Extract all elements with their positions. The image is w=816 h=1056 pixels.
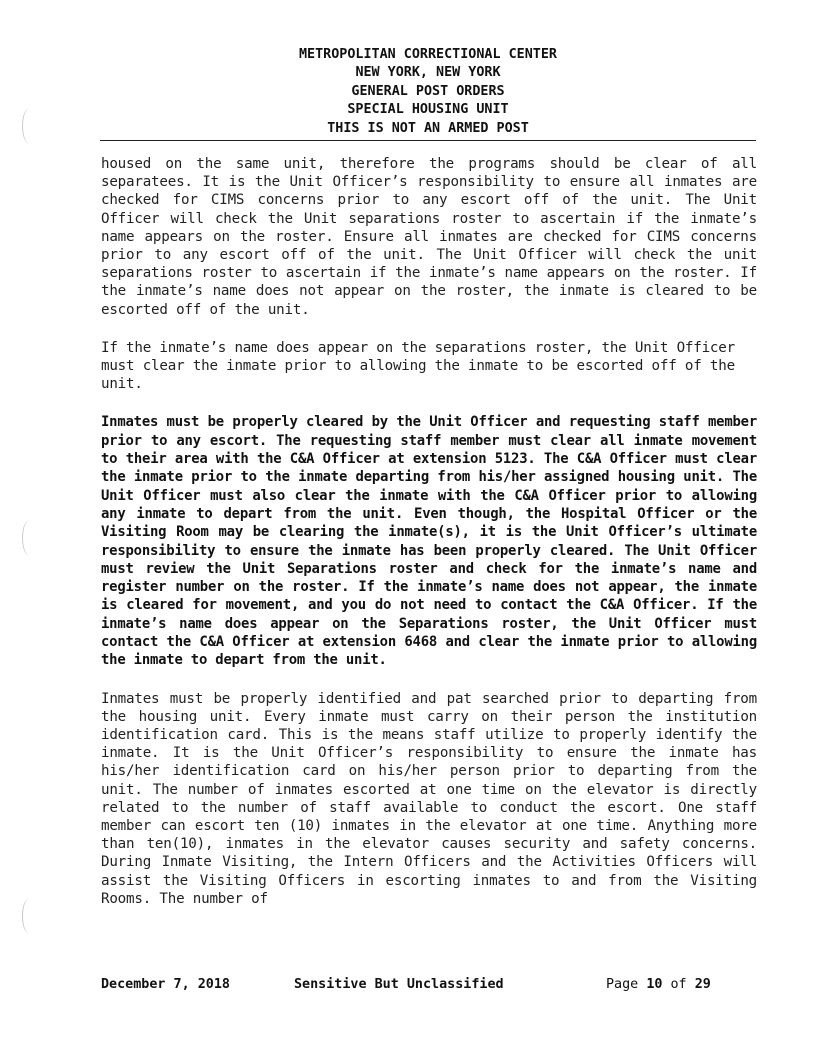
- punch-hole-top: [22, 108, 37, 144]
- paragraph-identification-escort: Inmates must be properly identified and pat searched prior to departing from the housing unit. Every inmate must carry on their person the institution identification card. This is the means staff utilize to properly identify the inmate. It is the Unit Officer’s responsibility to ensure the inmate has his/her identification card on his/her person prior to departing from the unit. The number of inmates escorted at one time on the elevator is directly related to the number of staff available to conduct the escort. One staff member can escort ten (10) inmates in the elevator at one time. Anything more than ten(10), inmates in the elevator causes security and safety concerns. During Inmate Visiting, the Intern Officers and the Activities Officers will assist the Visiting Officers in escorting inmates to and from the Visiting Rooms. The number of: [101, 690, 757, 907]
- punch-hole-middle: [22, 520, 37, 556]
- footer-classification: Sensitive But Unclassified: [294, 977, 504, 992]
- header-line-location: NEW YORK, NEW YORK: [355, 65, 501, 81]
- paragraph-separations-roster: If the inmate’s name does appear on the separations roster, the Unit Officer must clear the inmate prior to allowing the inmate to be escorted off of the unit.: [101, 339, 735, 393]
- page-current: 10: [646, 977, 663, 992]
- header-divider: [100, 140, 756, 141]
- header-line-orders: GENERAL POST ORDERS: [351, 83, 505, 99]
- paragraph-clearance-procedure: Inmates must be properly cleared by the Unit Officer and requesting staff member prior to any escort. The requesting staff member must clear all inmate movement to their area with the C&A Officer at extension 5123. The C&A Officer must clear the inmate prior to the inmate departing from his/her assigned housing unit. The Unit Officer must also clear the inmate with the C&A Officer prior to allowing any inmate to depart from the unit. Even though, the Hospital Officer or the Visiting Room may be clearing the inmate(s), it is the Unit Officer’s ultimate responsibility to ensure the inmate has been properly cleared. The Unit Officer must review the Unit Separations roster and check for the inmate’s name and register number on the roster. If the inmate’s name does not appear, the inmate is cleared for movement, and you do not need to contact the C&A Officer. If the inmate’s name does appear on the Separations roster, the Unit Officer must contact the C&A Officer at extension 6468 and clear the inmate prior to allowing the inmate to depart from the unit.: [101, 414, 757, 669]
- page-middle: of: [662, 977, 695, 992]
- header-line-institution: METROPOLITAN CORRECTIONAL CENTER: [299, 47, 557, 62]
- paragraph-separations-check: housed on the same unit, therefore the programs should be clear of all separatees. It is the Unit Officer’s responsibility to ensure all inmates are checked for CIMS concerns prior to any escort off of the unit. The Unit Officer will check the Unit separations roster to ascertain if the inmate’s name appears on the roster. Ensure all inmates are checked for CIMS concerns prior to any escort off of the unit. The Unit Officer will check the unit separations roster to ascertain if the inmate’s name appears on the roster. If the inmate’s name does not appear on the roster, the inmate is cleared to be escorted off of the unit.: [101, 156, 757, 318]
- header-line-post-type: THIS IS NOT AN ARMED POST: [327, 120, 529, 136]
- document-body: [101, 155, 757, 908]
- page-total: 29: [694, 977, 711, 992]
- punch-hole-bottom: [22, 898, 37, 934]
- footer-date: December 7, 2018: [101, 977, 230, 992]
- header-line-unit: SPECIAL HOUSING UNIT: [347, 102, 509, 118]
- page-prefix: Page: [606, 977, 647, 992]
- footer-page-number: [606, 977, 711, 992]
- document-header: [100, 46, 756, 138]
